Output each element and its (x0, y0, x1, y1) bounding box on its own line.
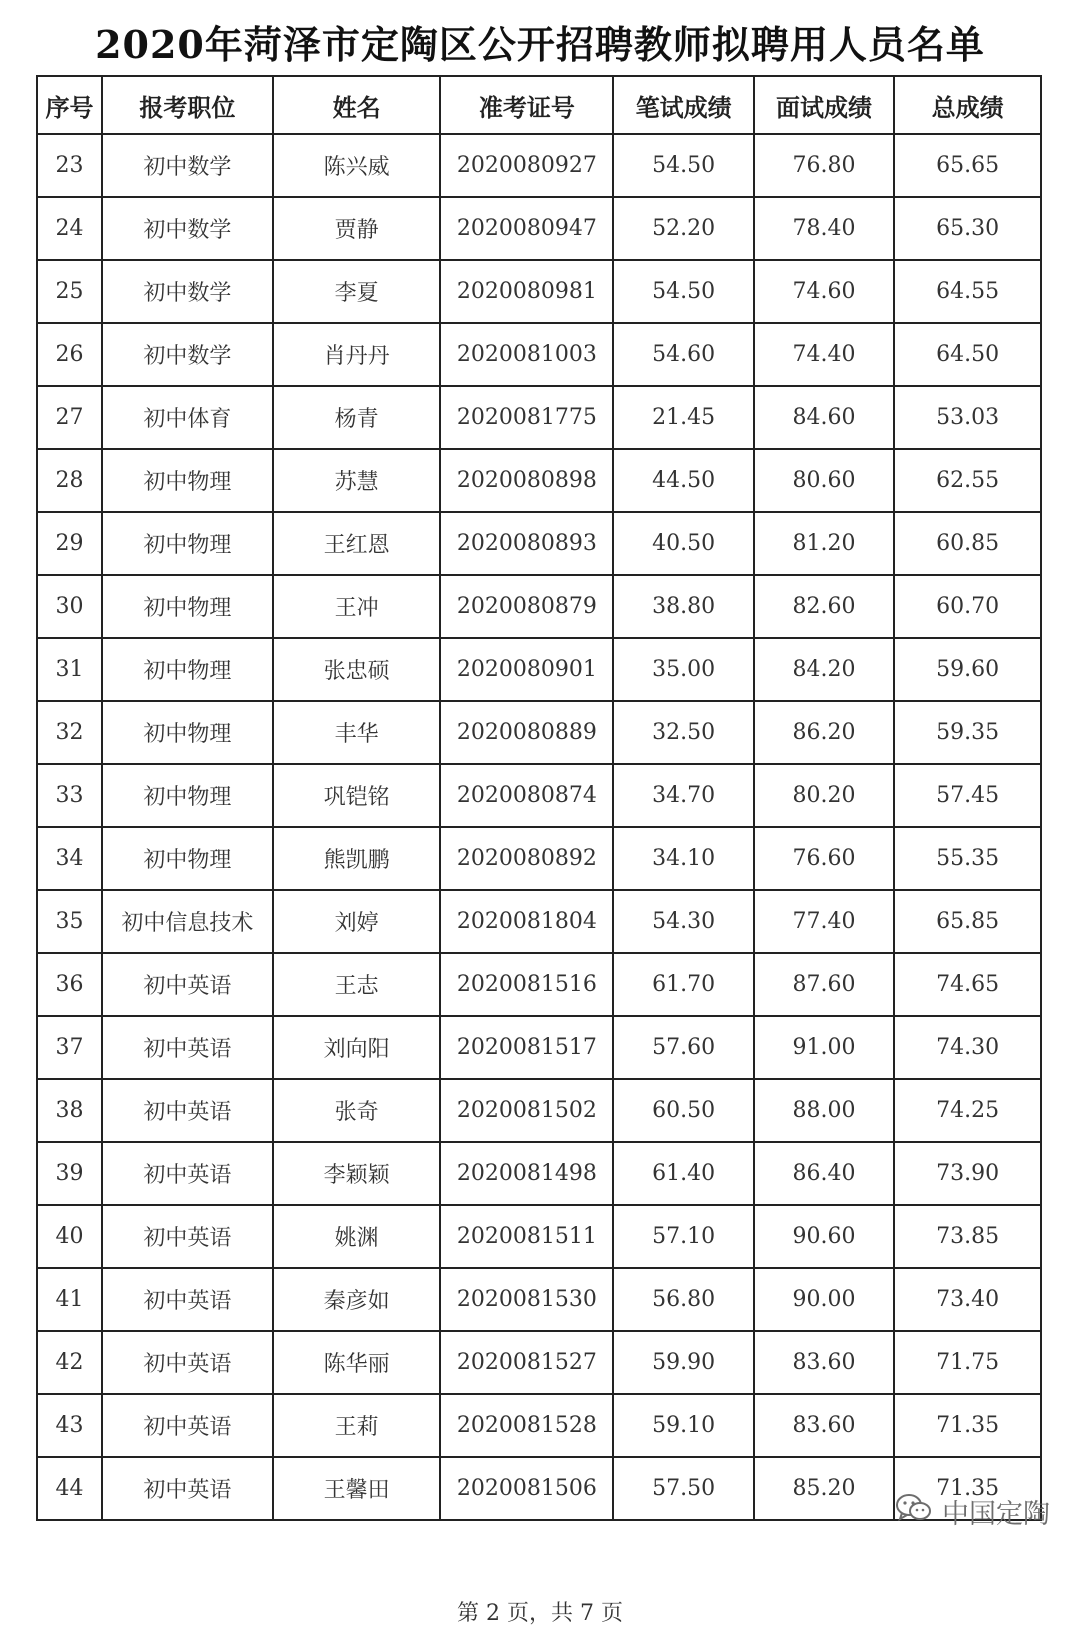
cell-interview-score: 74.60 (754, 260, 894, 323)
wechat-icon (894, 1492, 934, 1531)
cell-name: 张忠硕 (273, 638, 441, 701)
cell-name: 王志 (273, 953, 441, 1016)
table-row (37, 1016, 1041, 1079)
cell-total-score: 64.55 (894, 260, 1041, 323)
cell-interview-score: 90.00 (754, 1268, 894, 1331)
cell-seq: 26 (37, 323, 102, 386)
cell-name: 秦彦如 (273, 1268, 441, 1331)
cell-position: 初中信息技术 (102, 890, 273, 953)
cell-total-score: 65.65 (894, 134, 1041, 197)
cell-written-score: 34.10 (613, 827, 753, 890)
cell-position: 初中物理 (102, 638, 273, 701)
cell-written-score: 60.50 (613, 1079, 753, 1142)
cell-exam-id: 2020080898 (440, 449, 613, 512)
cell-position: 初中英语 (102, 1268, 273, 1331)
cell-name: 姚渊 (273, 1205, 441, 1268)
cell-interview-score: 76.80 (754, 134, 894, 197)
header-exam-id: 准考证号 (440, 76, 613, 134)
cell-exam-id: 2020080874 (440, 764, 613, 827)
cell-interview-score: 80.20 (754, 764, 894, 827)
cell-written-score: 52.20 (613, 197, 753, 260)
cell-name: 贾静 (273, 197, 441, 260)
cell-interview-score: 80.60 (754, 449, 894, 512)
cell-name: 丰华 (273, 701, 441, 764)
cell-total-score: 73.90 (894, 1142, 1041, 1205)
cell-interview-score: 86.20 (754, 701, 894, 764)
cell-position: 初中物理 (102, 701, 273, 764)
cell-name: 陈兴威 (273, 134, 441, 197)
cell-total-score: 57.45 (894, 764, 1041, 827)
cell-seq: 39 (37, 1142, 102, 1205)
cell-seq: 23 (37, 134, 102, 197)
cell-written-score: 44.50 (613, 449, 753, 512)
watermark (894, 1492, 1050, 1531)
page-title: 2020年菏泽市定陶区公开招聘教师拟聘用人员名单 (95, 22, 985, 67)
cell-interview-score: 83.60 (754, 1331, 894, 1394)
cell-seq: 36 (37, 953, 102, 1016)
header-position: 报考职位 (102, 76, 273, 134)
cell-seq: 41 (37, 1268, 102, 1331)
cell-seq: 30 (37, 575, 102, 638)
cell-name: 王莉 (273, 1394, 441, 1457)
table-row (37, 890, 1041, 953)
cell-name: 杨青 (273, 386, 441, 449)
cell-total-score: 74.65 (894, 953, 1041, 1016)
cell-written-score: 56.80 (613, 1268, 753, 1331)
cell-position: 初中英语 (102, 1394, 273, 1457)
cell-position: 初中物理 (102, 512, 273, 575)
table-row (37, 827, 1041, 890)
cell-name: 刘婷 (273, 890, 441, 953)
cell-total-score: 62.55 (894, 449, 1041, 512)
cell-seq: 29 (37, 512, 102, 575)
table-row (37, 1268, 1041, 1331)
cell-name: 肖丹丹 (273, 323, 441, 386)
cell-seq: 38 (37, 1079, 102, 1142)
cell-name: 熊凯鹏 (273, 827, 441, 890)
cell-total-score: 53.03 (894, 386, 1041, 449)
cell-written-score: 54.60 (613, 323, 753, 386)
cell-seq: 24 (37, 197, 102, 260)
cell-exam-id: 2020081530 (440, 1268, 613, 1331)
cell-position: 初中英语 (102, 1079, 273, 1142)
cell-name: 刘向阳 (273, 1016, 441, 1079)
cell-seq: 31 (37, 638, 102, 701)
table-row (37, 953, 1041, 1016)
cell-exam-id: 2020080947 (440, 197, 613, 260)
cell-written-score: 54.50 (613, 260, 753, 323)
cell-total-score: 71.35 (894, 1394, 1041, 1457)
header-name: 姓名 (273, 76, 441, 134)
cell-written-score: 21.45 (613, 386, 753, 449)
table-row (37, 638, 1041, 701)
cell-written-score: 32.50 (613, 701, 753, 764)
cell-written-score: 54.30 (613, 890, 753, 953)
cell-exam-id: 2020080892 (440, 827, 613, 890)
table-row (37, 323, 1041, 386)
cell-seq: 28 (37, 449, 102, 512)
page-footer: 第 2 页，共 7 页 (457, 1601, 623, 1626)
cell-position: 初中英语 (102, 1331, 273, 1394)
table-row (37, 449, 1041, 512)
cell-position: 初中体育 (102, 386, 273, 449)
cell-interview-score: 83.60 (754, 1394, 894, 1457)
cell-seq: 32 (37, 701, 102, 764)
header-total-score: 总成绩 (894, 76, 1041, 134)
cell-exam-id: 2020081511 (440, 1205, 613, 1268)
table-row (37, 1394, 1041, 1457)
cell-name: 王红恩 (273, 512, 441, 575)
cell-total-score: 73.40 (894, 1268, 1041, 1331)
cell-total-score: 65.30 (894, 197, 1041, 260)
cell-seq: 27 (37, 386, 102, 449)
cell-name: 苏慧 (273, 449, 441, 512)
cell-position: 初中英语 (102, 953, 273, 1016)
table-row (37, 1142, 1041, 1205)
cell-total-score: 64.50 (894, 323, 1041, 386)
cell-name: 张奇 (273, 1079, 441, 1142)
cell-exam-id: 2020080879 (440, 575, 613, 638)
cell-position: 初中英语 (102, 1016, 273, 1079)
cell-position: 初中英语 (102, 1205, 273, 1268)
cell-exam-id: 2020081506 (440, 1457, 613, 1520)
table-header-row (37, 76, 1041, 134)
header-written-score: 笔试成绩 (613, 76, 753, 134)
cell-position: 初中物理 (102, 764, 273, 827)
cell-written-score: 57.10 (613, 1205, 753, 1268)
header-seq: 序号 (37, 76, 102, 134)
cell-interview-score: 87.60 (754, 953, 894, 1016)
cell-exam-id: 2020081516 (440, 953, 613, 1016)
cell-position: 初中数学 (102, 134, 273, 197)
cell-interview-score: 85.20 (754, 1457, 894, 1520)
cell-position: 初中英语 (102, 1142, 273, 1205)
cell-total-score: 71.75 (894, 1331, 1041, 1394)
cell-seq: 37 (37, 1016, 102, 1079)
table-row (37, 1331, 1041, 1394)
cell-position: 初中数学 (102, 323, 273, 386)
cell-seq: 44 (37, 1457, 102, 1520)
table-row (37, 386, 1041, 449)
cell-total-score: 74.30 (894, 1016, 1041, 1079)
cell-total-score: 73.85 (894, 1205, 1041, 1268)
cell-position: 初中物理 (102, 449, 273, 512)
table-row (37, 197, 1041, 260)
cell-written-score: 57.60 (613, 1016, 753, 1079)
cell-total-score: 59.60 (894, 638, 1041, 701)
table-row (37, 260, 1041, 323)
cell-written-score: 57.50 (613, 1457, 753, 1520)
cell-seq: 43 (37, 1394, 102, 1457)
cell-interview-score: 86.40 (754, 1142, 894, 1205)
cell-interview-score: 91.00 (754, 1016, 894, 1079)
cell-total-score: 60.70 (894, 575, 1041, 638)
cell-exam-id: 2020081775 (440, 386, 613, 449)
roster-table (36, 75, 1042, 1521)
cell-interview-score: 74.40 (754, 323, 894, 386)
cell-interview-score: 82.60 (754, 575, 894, 638)
cell-position: 初中物理 (102, 827, 273, 890)
cell-position: 初中数学 (102, 197, 273, 260)
cell-written-score: 59.90 (613, 1331, 753, 1394)
cell-total-score: 71.35 (894, 1457, 1041, 1520)
cell-exam-id: 2020080981 (440, 260, 613, 323)
cell-exam-id: 2020081003 (440, 323, 613, 386)
cell-name: 王冲 (273, 575, 441, 638)
cell-seq: 42 (37, 1331, 102, 1394)
cell-interview-score: 90.60 (754, 1205, 894, 1268)
cell-total-score: 65.85 (894, 890, 1041, 953)
cell-exam-id: 2020081517 (440, 1016, 613, 1079)
cell-exam-id: 2020080889 (440, 701, 613, 764)
cell-written-score: 40.50 (613, 512, 753, 575)
cell-total-score: 74.25 (894, 1079, 1041, 1142)
cell-written-score: 54.50 (613, 134, 753, 197)
cell-interview-score: 88.00 (754, 1079, 894, 1142)
table-row (37, 134, 1041, 197)
cell-written-score: 38.80 (613, 575, 753, 638)
cell-seq: 35 (37, 890, 102, 953)
cell-exam-id: 2020081528 (440, 1394, 613, 1457)
cell-written-score: 59.10 (613, 1394, 753, 1457)
cell-exam-id: 2020081498 (440, 1142, 613, 1205)
cell-interview-score: 81.20 (754, 512, 894, 575)
cell-position: 初中数学 (102, 260, 273, 323)
table-row (37, 764, 1041, 827)
cell-exam-id: 2020081804 (440, 890, 613, 953)
cell-seq: 33 (37, 764, 102, 827)
cell-position: 初中英语 (102, 1457, 273, 1520)
cell-name: 巩铠铭 (273, 764, 441, 827)
cell-exam-id: 2020080893 (440, 512, 613, 575)
cell-written-score: 35.00 (613, 638, 753, 701)
table-row (37, 575, 1041, 638)
cell-total-score: 60.85 (894, 512, 1041, 575)
cell-seq: 25 (37, 260, 102, 323)
cell-written-score: 61.70 (613, 953, 753, 1016)
cell-exam-id: 2020081527 (440, 1331, 613, 1394)
cell-exam-id: 2020080927 (440, 134, 613, 197)
table-row (37, 701, 1041, 764)
cell-seq: 40 (37, 1205, 102, 1268)
cell-interview-score: 84.20 (754, 638, 894, 701)
cell-interview-score: 78.40 (754, 197, 894, 260)
table-row (37, 1205, 1041, 1268)
watermark-text: 中国定陶 (942, 1499, 1050, 1530)
table-row (37, 1457, 1041, 1520)
cell-written-score: 34.70 (613, 764, 753, 827)
cell-exam-id: 2020081502 (440, 1079, 613, 1142)
cell-name: 李颖颖 (273, 1142, 441, 1205)
cell-position: 初中物理 (102, 575, 273, 638)
cell-interview-score: 84.60 (754, 386, 894, 449)
cell-interview-score: 76.60 (754, 827, 894, 890)
table-row (37, 512, 1041, 575)
cell-total-score: 59.35 (894, 701, 1041, 764)
cell-interview-score: 77.40 (754, 890, 894, 953)
cell-name: 陈华丽 (273, 1331, 441, 1394)
cell-seq: 34 (37, 827, 102, 890)
table-row (37, 1079, 1041, 1142)
header-interview-score: 面试成绩 (754, 76, 894, 134)
cell-exam-id: 2020080901 (440, 638, 613, 701)
cell-written-score: 61.40 (613, 1142, 753, 1205)
cell-name: 王馨田 (273, 1457, 441, 1520)
cell-name: 李夏 (273, 260, 441, 323)
cell-total-score: 55.35 (894, 827, 1041, 890)
